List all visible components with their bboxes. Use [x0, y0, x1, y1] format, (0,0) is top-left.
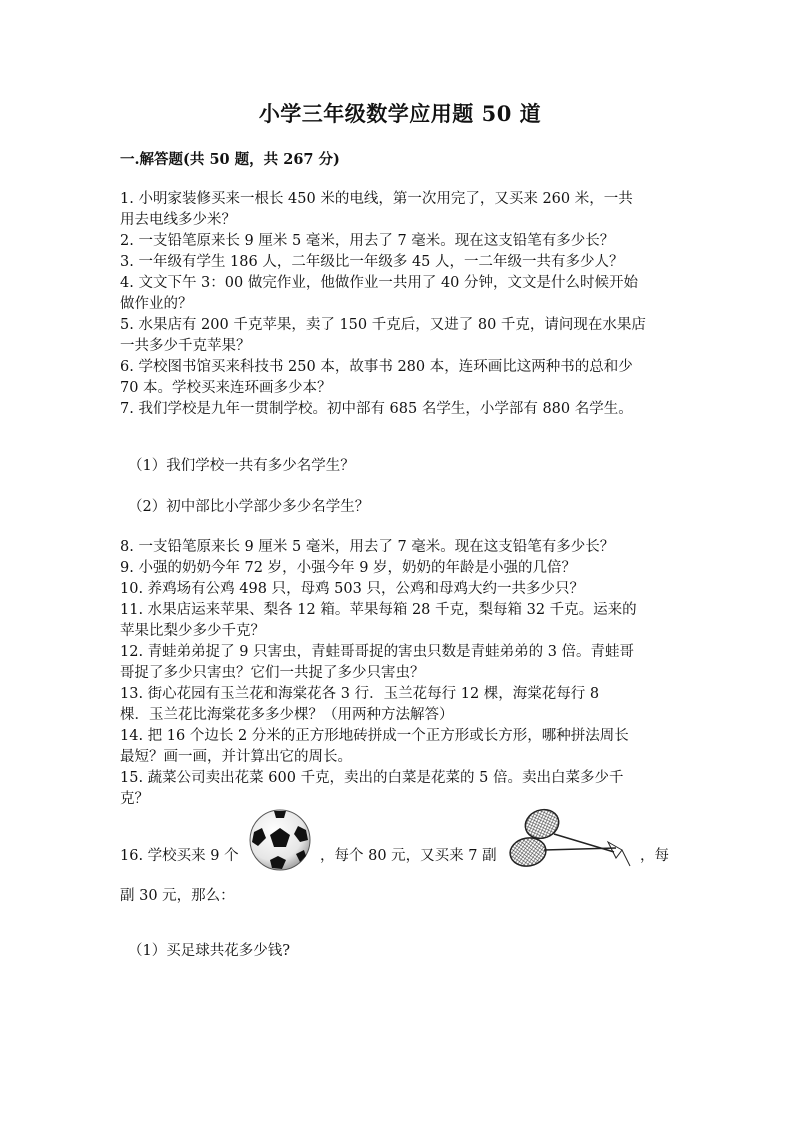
question-16-text-d: 副 30 元，那么：: [120, 888, 235, 904]
question-16-text-c: ，每: [640, 848, 669, 864]
question-16-text-b: ，每个 80 元，又买来 7 副: [320, 848, 497, 864]
question-line: 哥捉了多少只害虫？它们一共捉了多少只害虫？: [120, 665, 425, 681]
question-line: 70 本。学校买来连环画多少本？: [120, 380, 332, 396]
question-line: 一共多少千克苹果？: [120, 338, 251, 354]
question-16: [120, 806, 680, 904]
sub-question: （1）我们学校一共有多少名学生？: [128, 458, 355, 474]
badminton-rackets-icon: [504, 806, 634, 872]
question-line: 克？: [120, 791, 149, 807]
question-line: 13. 街心花园有玉兰花和海棠花各 3 行．玉兰花每行 12 棵，海棠花每行 8: [120, 686, 600, 702]
question-line: 苹果比梨少多少千克？: [120, 623, 265, 639]
question-line: 10. 养鸡场有公鸡 498 只，母鸡 503 只，公鸡和母鸡大约一共多少只？: [120, 581, 584, 597]
question-line: 7. 我们学校是九年一贯制学校。初中部有 685 名学生，小学部有 880 名学生。: [120, 401, 633, 417]
sub-question: （2）初中部比小学部少多少名学生？: [128, 499, 370, 515]
question-line: 8. 一支铅笔原来长 9 厘米 5 毫米，用去了 7 毫米。现在这支铅笔有多少长？: [120, 539, 615, 555]
question-line: 做作业的？: [120, 296, 193, 312]
question-line: 用去电线多少米？: [120, 212, 236, 228]
question-line: 6. 学校图书馆买来科技书 250 本，故事书 280 本，连环画比这两种书的总和少: [120, 359, 633, 375]
sub-question: （1）买足球共花多少钱?: [128, 943, 290, 959]
page-title: 小学三年级数学应用题 50 道: [258, 101, 542, 126]
question-line: 15. 蔬菜公司卖出花菜 600 千克，卖出的白菜是花菜的 5 倍。卖出白菜多少千: [120, 770, 624, 786]
soccer-ball-icon: [248, 808, 312, 872]
question-line: 4. 文文下午 3：00 做完作业，他做作业一共用了 40 分钟，文文是什么时候开始: [120, 275, 639, 291]
question-line: 12. 青蛙弟弟捉了 9 只害虫，青蛙哥哥捉的害虫只数是青蛙弟弟的 3 倍。青蛙哥: [120, 644, 635, 660]
question-line: 1. 小明家装修买来一根长 450 米的电线，第一次用完了，又买来 260 米，一共: [120, 191, 633, 207]
question-line: 最短？画一画，并计算出它的周长。: [120, 749, 352, 765]
question-line: 棵．玉兰花比海棠花多多少棵？（用两种方法解答）: [120, 707, 454, 723]
question-line: 2. 一支铅笔原来长 9 厘米 5 毫米，用去了 7 毫米。现在这支铅笔有多少长？: [120, 233, 615, 249]
section-heading: 一.解答题(共 50 题，共 267 分): [120, 151, 340, 168]
question-16-text-a: 16. 学校买来 9 个: [120, 848, 239, 864]
question-line: 9. 小强的奶奶今年 72 岁，小强今年 9 岁，奶奶的年龄是小强的几倍？: [120, 560, 577, 576]
question-line: 11. 水果店运来苹果、梨各 12 箱。苹果每箱 28 千克，梨每箱 32 千克。运来的: [120, 602, 637, 618]
question-line: 14. 把 16 个边长 2 分米的正方形地砖拼成一个正方形或长方形，哪种拼法周长: [120, 728, 629, 744]
question-line: 3. 一年级有学生 186 人，二年级比一年级多 45 人，一二年级一共有多少人？: [120, 254, 624, 270]
question-line: 5. 水果店有 200 千克苹果，卖了 150 千克后，又进了 80 千克，请问现在水果店: [120, 317, 646, 333]
